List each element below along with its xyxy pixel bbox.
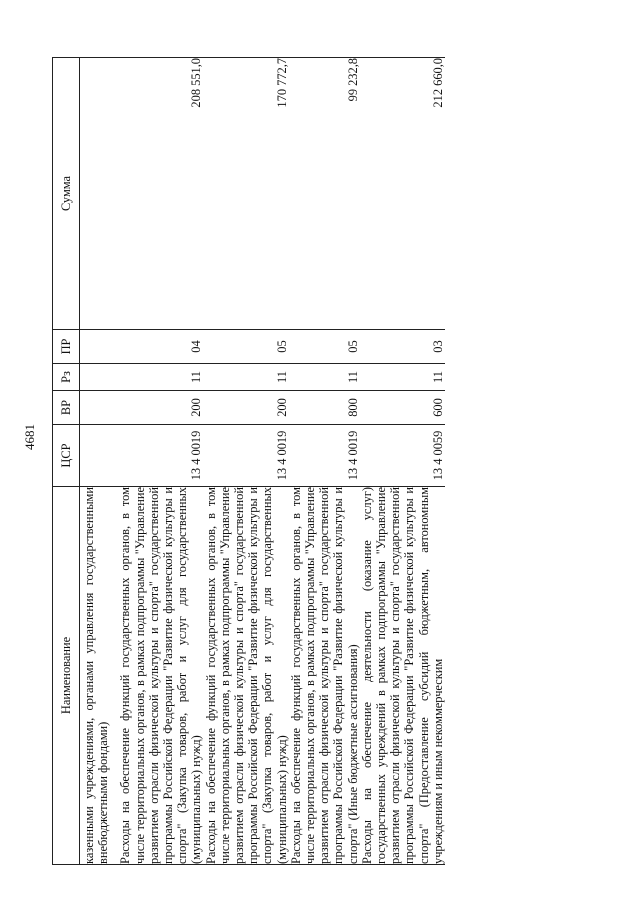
table-row — [289, 58, 360, 865]
row-rz — [80, 364, 119, 391]
row-pr — [80, 330, 119, 364]
table-row — [118, 58, 203, 865]
row-pr: 04 — [118, 330, 203, 364]
row-name-cell — [289, 487, 360, 865]
row-vr — [80, 391, 119, 425]
row-name: Расходы на обеспечение функций государственных органов, в том числе территориальных органов, в рамках подпрограммы "Управление развитием отрасли физической культуры и спорта" государственной программы Российской Федерации "Развитие физической культуры и спорта" (Закупка товаров, работ и услуг для государственных (муниципальных) нужд) — [203, 487, 289, 864]
header-rz: Рз — [53, 364, 80, 391]
row-rz: 11 — [204, 364, 289, 391]
row-name-cell — [80, 487, 119, 865]
budget-table — [52, 57, 445, 865]
table-row — [80, 58, 119, 865]
row-name: Расходы на обеспечение функций государственных органов, в том числе территориальных органов, в рамках подпрограммы "Управление развитием отрасли физической культуры и спорта" государственной программы Российской Федерации "Развитие физической культуры и спорта" (Иные бюджетные ассигнования) — [288, 487, 360, 864]
header-pr: ПР — [53, 330, 80, 364]
row-name: Расходы на обеспечение деятельности (оказание услуг) государственных учреждений в рамках подпрограммы "Управление развитием отрасли физической культуры и спорта" государственной программы Российской Федерации "Развитие физической культуры и спорта" (Предоставление субсидий бюджетным, автономным учреждениям и иным некоммерческим — [359, 487, 445, 864]
row-csr: 13 4 0019 — [118, 425, 203, 487]
row-vr: 800 — [289, 391, 360, 425]
row-csr: 13 4 0019 — [289, 425, 360, 487]
row-sum — [80, 58, 119, 330]
row-name: Расходы на обеспечение функций государственных органов, в том числе территориальных органов, в рамках подпрограммы "Управление развитием отрасли физической культуры и спорта" государственной программы Российской Федерации "Развитие физической культуры и спорта" (Закупка товаров, работ и услуг для государственных (муниципальных) нужд) — [118, 487, 204, 864]
row-vr: 600 — [360, 391, 445, 425]
row-pr: 03 — [360, 330, 445, 364]
row-sum: 212 660,0 — [360, 58, 445, 330]
row-rz: 11 — [360, 364, 445, 391]
page-number: 4681 — [22, 424, 37, 450]
row-sum: 99 232,8 — [289, 58, 360, 330]
row-name-cell — [360, 487, 445, 865]
row-name-cell — [204, 487, 289, 865]
table-row — [204, 58, 289, 865]
row-rz: 11 — [289, 364, 360, 391]
row-name-cell — [118, 487, 203, 865]
row-vr: 200 — [204, 391, 289, 425]
row-vr: 200 — [118, 391, 203, 425]
table-row — [360, 58, 445, 865]
table-header-row — [53, 58, 80, 865]
header-name: Наименование — [53, 487, 80, 865]
row-rz: 11 — [118, 364, 203, 391]
row-csr: 13 4 0019 — [204, 425, 289, 487]
row-pr: 05 — [289, 330, 360, 364]
row-csr: 13 4 0059 — [360, 425, 445, 487]
row-sum: 208 551,0 — [118, 58, 203, 330]
row-pr: 05 — [204, 330, 289, 364]
row-csr — [80, 425, 119, 487]
row-name: казенными учреждениями, органами управления государственными внебюджетными фондами) — [82, 487, 111, 864]
header-vr: ВР — [53, 391, 80, 425]
header-csr: ЦСР — [53, 425, 80, 487]
header-sum: Сумма — [53, 58, 80, 330]
row-sum: 170 772,7 — [204, 58, 289, 330]
